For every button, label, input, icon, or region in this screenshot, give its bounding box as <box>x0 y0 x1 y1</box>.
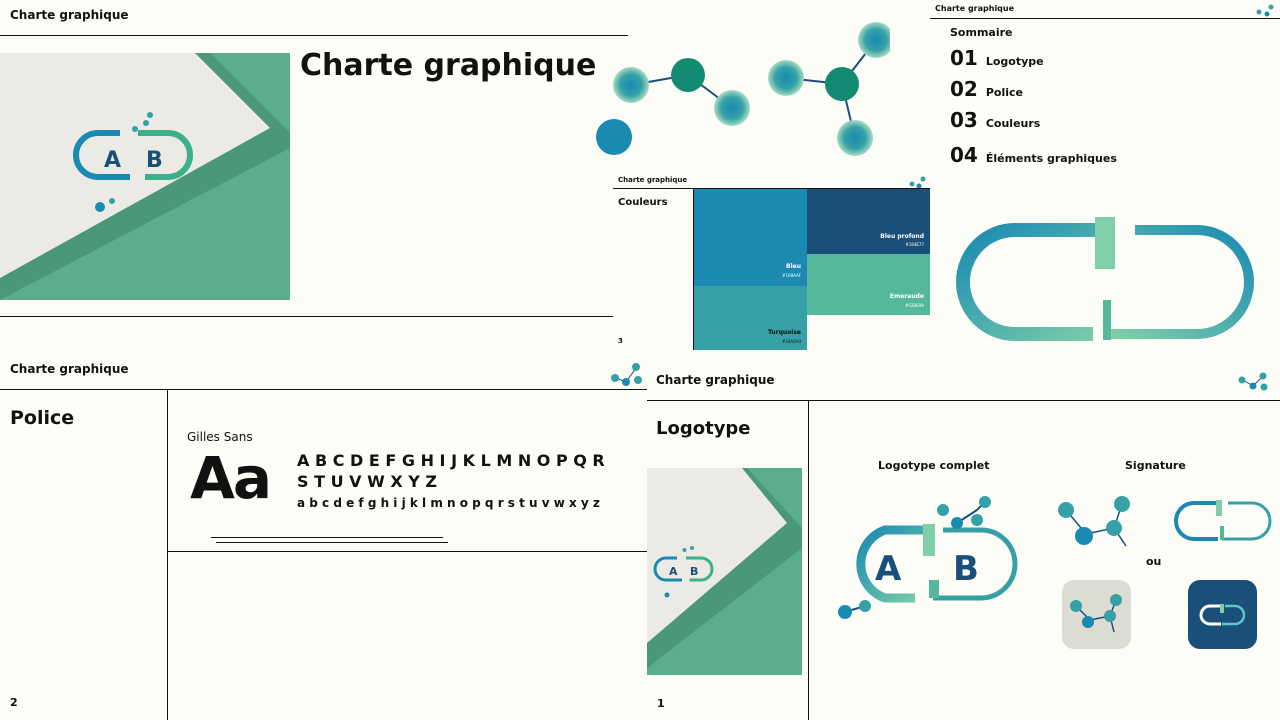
app-icon-dark <box>1188 580 1257 649</box>
signature-molecule-graphic <box>1052 490 1132 550</box>
police-left-divider <box>167 389 168 720</box>
uppercase-alphabet-line-1: A B C D E F G H I J K L M N O P Q R <box>297 451 605 470</box>
signature-outline-logo <box>1172 498 1272 544</box>
svg-text:A: A <box>669 565 678 578</box>
logo-shape-graphic <box>945 212 1265 354</box>
cover-title: Charte graphique <box>300 48 597 83</box>
swatch-name: Turquoise <box>767 329 801 336</box>
sommaire-item-number: 02 <box>950 77 978 101</box>
cover-header: Charte graphique <box>10 8 129 22</box>
sommaire-item-label: Logotype <box>985 55 1044 68</box>
logotype-corner-molecule-icon <box>1235 370 1275 398</box>
police-underline-2 <box>216 542 448 543</box>
swatch-name: Bleu profond <box>880 233 924 240</box>
logotype-title: Logotype <box>656 418 751 439</box>
logo-letter-b: B <box>953 549 979 589</box>
sommaire-item-1[interactable] <box>950 46 1044 70</box>
swatch-code: #168AAF <box>782 273 801 278</box>
swatch-bleu <box>694 189 807 286</box>
logotype-complet-label: Logotype complet <box>878 459 990 472</box>
police-underline-1 <box>211 537 443 538</box>
swatch-bleu-profond <box>807 189 930 254</box>
logotype-left-divider <box>808 400 809 720</box>
cover-bottom-divider <box>0 316 613 317</box>
uppercase-alphabet-line-2: S T U V W X Y Z <box>297 472 437 491</box>
app-icon-light <box>1062 580 1131 649</box>
sommaire-item-number: 03 <box>950 108 978 132</box>
svg-text:A: A <box>104 148 122 173</box>
logo-letter-a: A <box>875 549 902 589</box>
sommaire-item-label: Éléments graphiques <box>985 152 1117 165</box>
swatch-code: #34A0A4 <box>781 339 801 344</box>
logotype-header: Charte graphique <box>656 373 775 387</box>
cover-mockup-image <box>0 53 290 300</box>
sommaire-title: Sommaire <box>950 26 1013 39</box>
sommaire-item-label: Police <box>985 86 1023 99</box>
logotype-top-divider <box>647 400 1280 401</box>
police-corner-molecule-icon <box>608 360 648 388</box>
swatch-code: #52B69A <box>904 303 924 308</box>
signature-label: Signature <box>1125 459 1186 472</box>
police-page-number: 2 <box>10 696 18 709</box>
molecule-decoration <box>590 20 890 160</box>
swatch-turquoise <box>694 286 807 350</box>
police-title: Police <box>10 407 75 429</box>
logotype-mockup-image <box>647 468 802 675</box>
sommaire-corner-molecule-icon <box>1255 3 1277 17</box>
cover-top-divider <box>0 35 628 36</box>
font-name-label: Gilles Sans <box>187 430 253 444</box>
sommaire-item-3[interactable] <box>950 108 1040 132</box>
sommaire-item-2[interactable] <box>950 77 1023 101</box>
font-sample-aa: Aa <box>190 444 271 512</box>
swatch-code: #184E77 <box>905 242 924 247</box>
swatch-name: Bleu <box>786 263 801 270</box>
logotype-complet-graphic <box>835 490 1020 620</box>
svg-text:B: B <box>146 148 163 173</box>
lowercase-alphabet: a b c d e f g h i j k l m n o p q r s t u v w x y z <box>297 496 600 510</box>
svg-text:B: B <box>690 565 699 578</box>
police-mid-divider <box>167 551 647 552</box>
couleurs-header: Charte graphique <box>618 176 688 184</box>
couleurs-page-number: 3 <box>618 337 623 345</box>
sommaire-item-number: 01 <box>950 46 978 70</box>
sommaire-item-label: Couleurs <box>985 117 1041 130</box>
ou-label: ou <box>1146 555 1162 568</box>
swatch-emeraude <box>807 254 930 315</box>
couleurs-corner-molecule-icon <box>908 175 928 189</box>
couleurs-title: Couleurs <box>618 197 668 208</box>
police-header: Charte graphique <box>10 362 129 376</box>
sommaire-item-4[interactable] <box>950 143 1117 167</box>
swatch-name: Emeraude <box>889 293 924 300</box>
police-top-divider <box>0 389 647 390</box>
sommaire-header: Charte graphique <box>935 4 1015 13</box>
logotype-page-number: 1 <box>657 697 665 710</box>
sommaire-top-divider <box>930 18 1280 19</box>
sommaire-item-number: 04 <box>950 143 978 167</box>
